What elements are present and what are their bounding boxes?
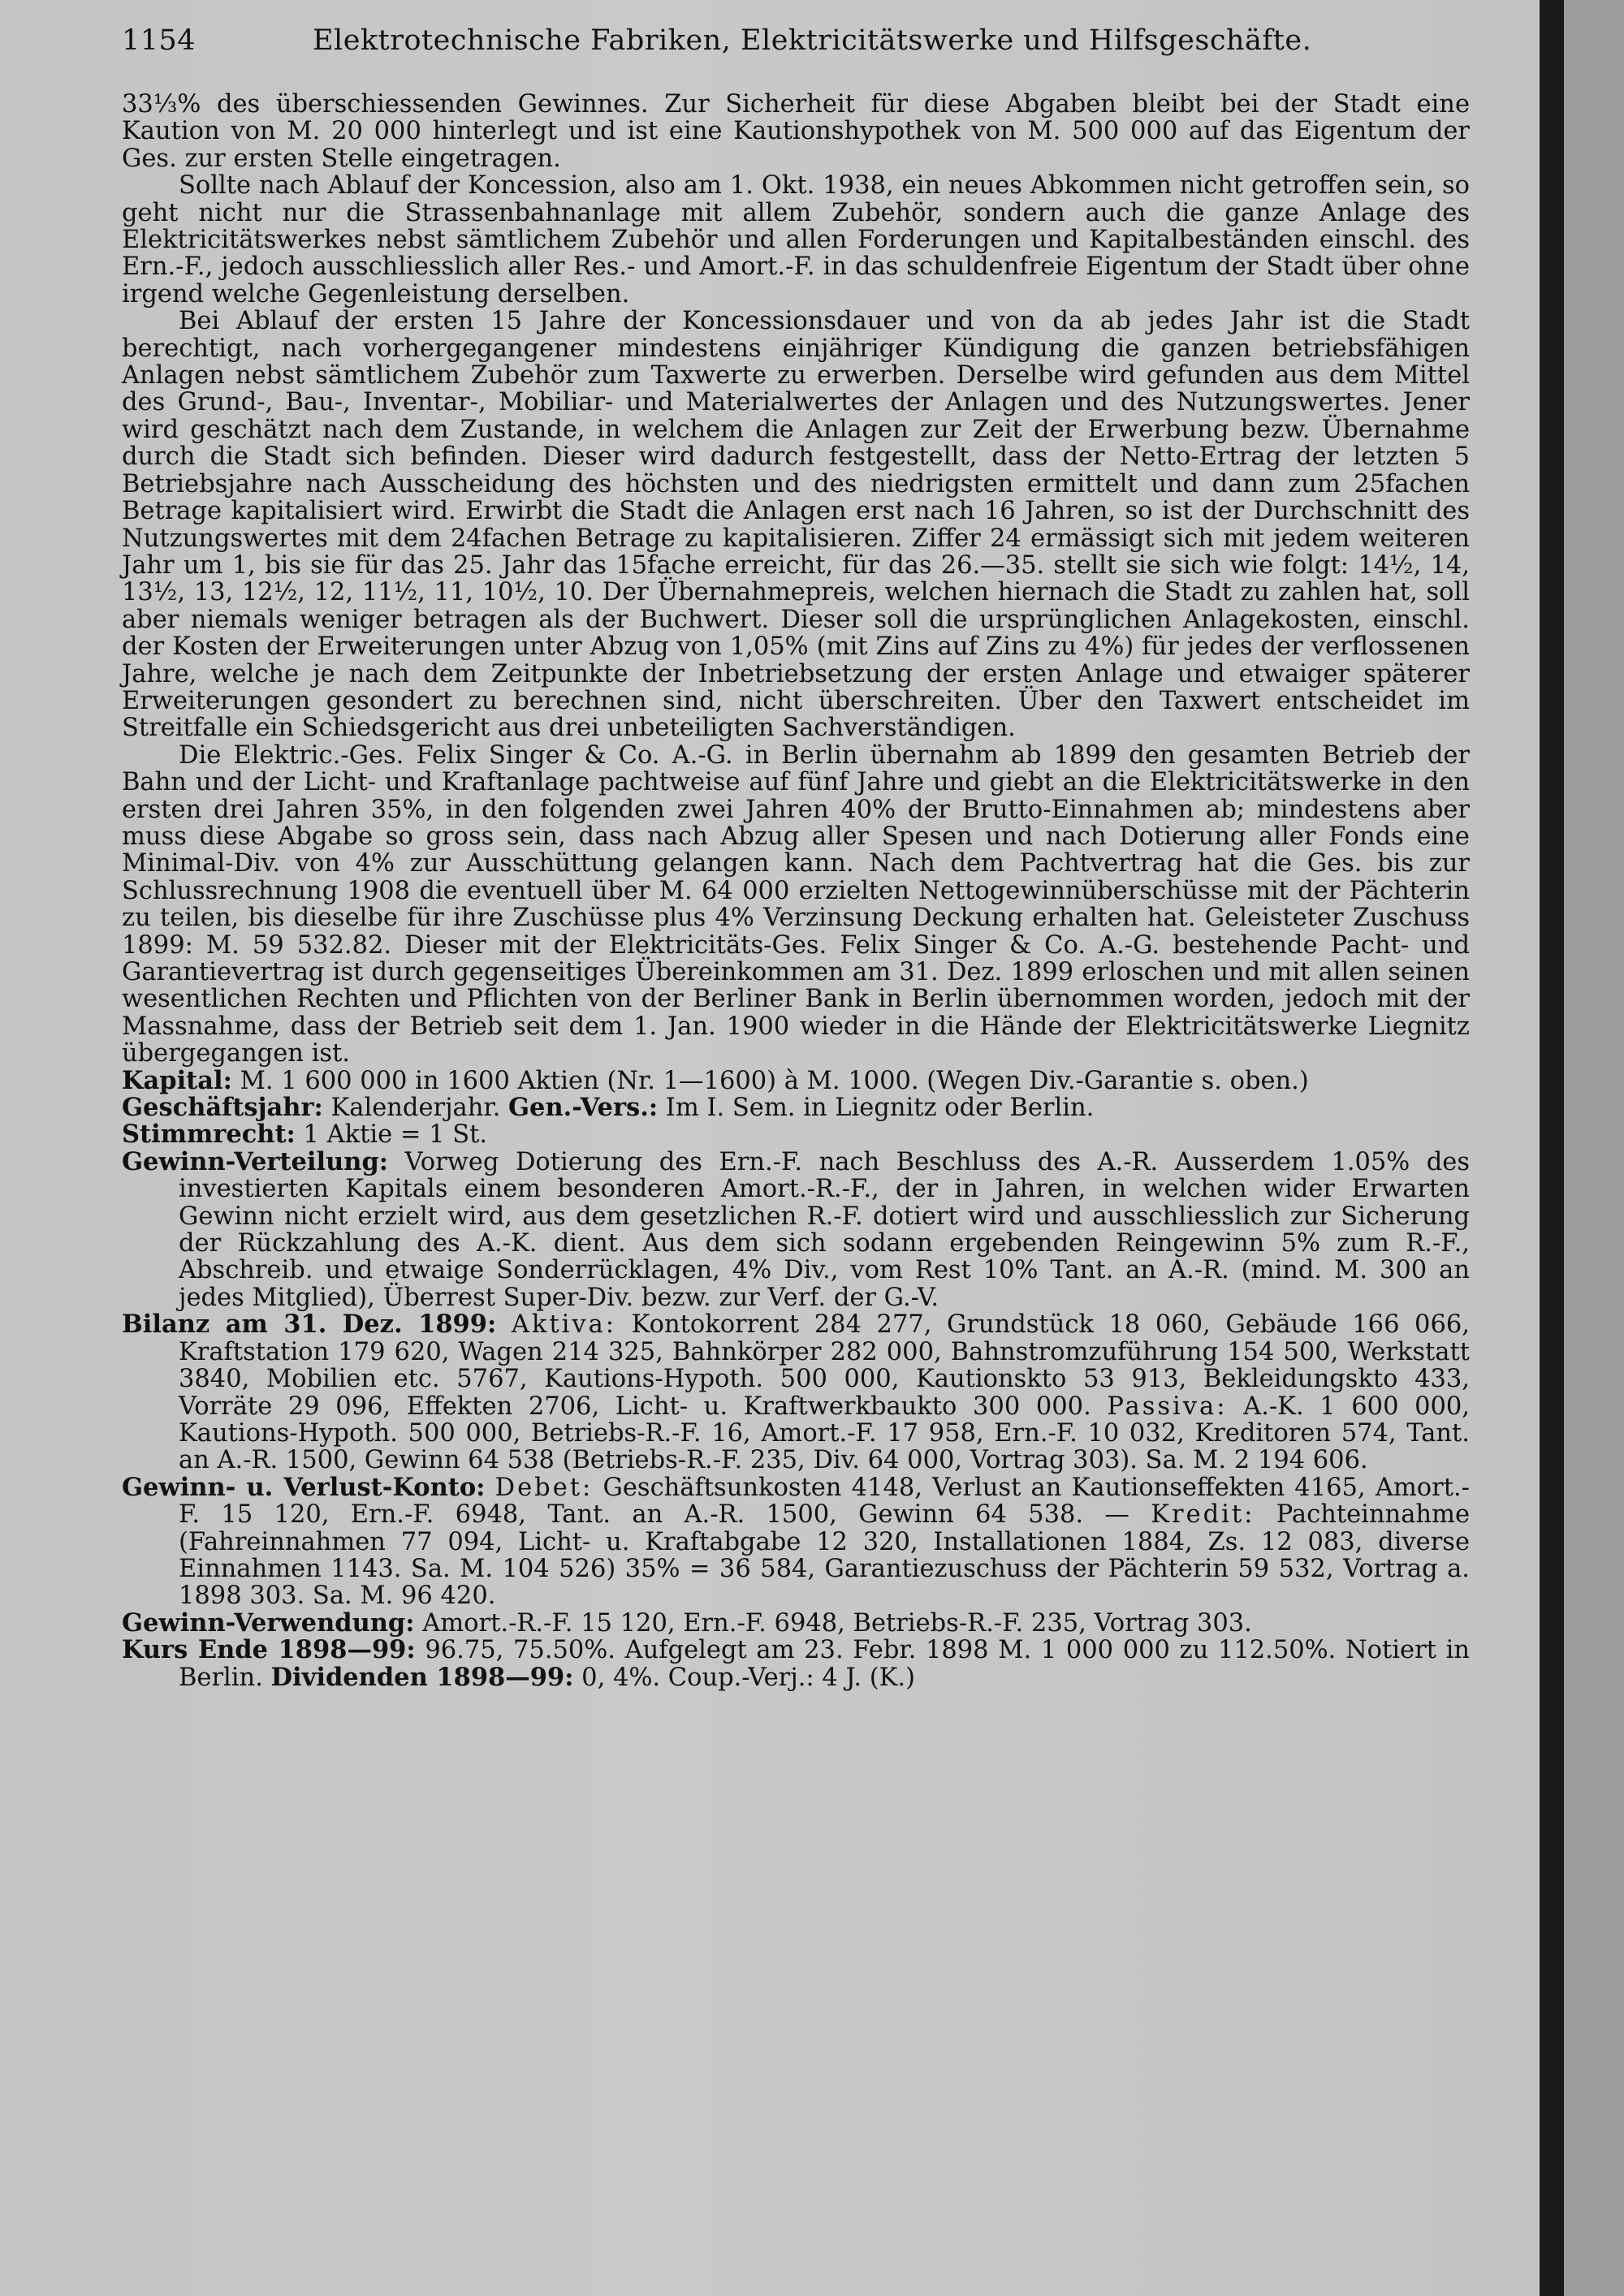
entry-label: Gewinn-Verwendung: [122,1608,415,1638]
running-title: Elektrotechnische Fabriken, Elektricitätswerke und Hilfsgeschäfte. [313,24,1312,57]
entry-label: Stimmrecht: [122,1120,296,1150]
entry-text: Vorweg Dotierung des Ern.-F. nach Beschluss des A.-R. Ausserdem 1.05% des investierten Kapitals einem besonderen Amort.-R.-F., der in Jahren, in welchen wider Erwarten Gewinn nicht erzielt wird, aus dem gesetzlichen R.-F. dotiert wird und ausschliesslich zur Sicherung der Rückzahlung des A.-K. dient. Aus dem sich sodann ergebenden Reingewinn 5% zum R.-F., Abschreib. und etwaige Sonderrücklagen, 4% Div., vom Rest 10% Tant. an A.-R. (mind. M. 300 an jedes Mitglied), Überrest Super-Div. bezw. zur Verf. der G.-V. [179,1147,1470,1312]
entry-gewinn-verteilung [122,1146,1470,1312]
page-edge-border [1540,0,1564,2296]
page-body [122,91,1470,1691]
entry-text: 96.75, 75.50%. Aufgelegt am 23. Febr. 1898 M. 1 000 000 zu 112.50%. Notiert in Berlin. [179,1636,1470,1692]
entry-stimmrecht [122,1121,1470,1148]
paragraph: Die Elektric.-Ges. Felix Singer & Co. A.-G. in Berlin übernahm ab 1899 den gesamten Betrieb der Bahn und der Licht- und Kraftanlage pachtweise auf fünf Jahre und giebt an die Elektricitätswerke in den ersten drei Jahren 35%, in den folgenden zwei Jahren 40% der Brutto-Einnahmen ab; mindestens aber muss diese Abgabe so gross sein, dass nach Abzug aller Spesen und nach Dotierung aller Fonds eine Minimal-Div. von 4% zur Ausschüttung gelangen kann. Nach dem Pachtvertrag hat die Ges. bis zur Schlussrechnung 1908 die eventuell über M. 64 000 erzielten Nettogewinnüberschüsse mit der Pächterin zu teilen, bis dieselbe für ihre Zuschüsse plus 4% Verzinsung Deckung erhalten hat. Geleisteter Zuschuss 1899: M. 59 532.82. Dieser mit der Elektricitäts-Ges. Felix Singer & Co. A.-G. bestehende Pacht- und Garantievertrag ist durch gegenseitiges Übereinkommen am 31. Dez. 1899 erloschen und mit allen seinen wesentlichen Rechten und Pflichten von der Berliner Bank in Berlin übernommen worden, jedoch mit der Massnahme, dass der Betrieb seit dem 1. Jan. 1900 wieder in die Hände der Elektricitätswerke Liegnitz übergegangen ist. [122,740,1470,1068]
paragraph: Sollte nach Ablauf der Koncession, also am 1. Okt. 1938, ein neues Abkommen nicht getroffen sein, so geht nicht nur die Strassenbahnanlage mit allem Zubehör, sondern auch die ganze Anlage des Elektricitätswerkes nebst sämtlichem Zubehör und allen Forderungen und Kapitalbeständen einschl. des Ern.-F., jedoch ausschliesslich aller Res.- und Amort.-F. in das schuldenfreie Eigentum der Stadt über ohne irgend welche Gegenleistung derselben. [122,171,1470,309]
entry-text: Kontokorrent 284 277, Grundstück 18 060, Gebäude 166 066, Kraftstation 179 620, Wagen 214 325, Bahnkörper 282 000, Bahnstromzuführung 154 500, Werkstatt 3840, Mobilien etc. 5767, Kautions-Hypoth. 500 000, Kautionskto 53 913, Bekleidungskto 433, Vorräte 29 096, Effekten 2706, Licht- u. Kraftwerkbaukto 300 000. [179,1310,1470,1421]
entry-text: Kalenderjahr. [330,1094,501,1123]
entry-kurs [122,1637,1470,1691]
entry-kapital [122,1065,1470,1095]
entry-label: Gewinn- u. Verlust-Konto: [122,1472,486,1502]
entry-text: 0, 4%. Coup.-Verj.: 4 J. (K.) [581,1663,915,1692]
scan-margin [1564,0,1624,2296]
aktiva-label: Aktiva: [511,1310,617,1340]
page-number: 1154 [122,24,197,57]
debet-label: Debet: [495,1473,594,1502]
entry-text: Geschäftsunkosten 4148, Verlust an Kautionseffekten 4165, Amort.-F. 15 120, Ern.-F. 6948, Tant. an A.-R. 1500, Gewinn 64 538. — [179,1473,1470,1530]
entry-text: A.-K. 1 600 000, Kautions-Hypoth. 500 000, Betriebs-R.-F. 16, Amort.-F. 17 958, Ern.-F. 10 032, Kreditoren 574, Tant. an A.-R. 1500, Gewinn 64 538 (Betriebs-R.-F. 235, Div. 64 000, Vortrag 303). Sa. M. 2 194 606. [179,1392,1470,1475]
entry-label: Gewinn-Verteilung: [122,1146,389,1176]
entry-text: M. 1 600 000 in 1600 Aktien (Nr. 1—1600) à M. 1000. (Wegen Div.-Garantie s. oben.) [240,1066,1309,1095]
entry-text: 1 Aktie = 1 St. [303,1120,488,1150]
kredit-label: Kredit: [1151,1500,1255,1530]
entry-geschaeftsjahr [122,1094,1470,1121]
paragraph: Bei Ablauf der ersten 15 Jahre der Koncessionsdauer und von da ab jedes Jahr ist die Stadt berechtigt, nach vorhergegangener mindestens einjähriger Kündigung die ganzen betriebsfähigen Anlagen nebst sämtlichem Zubehör zum Taxwerte zu erwerben. Derselbe wird gefunden aus dem Mittel des Grund-, Bau-, Inventar-, Mobiliar- und Materialwertes der Anlagen und des Nutzungswertes. Jener wird geschätzt nach dem Zustande, in welchem die Anlagen zur Zeit der Erwerbung bezw. Übernahme durch die Stadt sich befinden. Dieser wird dadurch festgestellt, dass der Netto-Ertrag der letzten 5 Betriebsjahre nach Ausscheidung des höchsten und des niedrigsten ermittelt und dann zum 25fachen Betrage kapitalisiert wird. Erwirbt die Stadt die Anlagen erst nach 16 Jahren, so ist der Durchschnitt des Nutzungswertes mit dem 24fachen Betrage zu kapitalisieren. Ziffer 24 ermässigt sich mit jedem weiteren Jahr um 1, bis sie für das 25. Jahr das 15fache erreicht, für das 26.—35. stellt sie sich wie folgt: 14½, 14, 13½, 13, 12½, 12, 11½, 11, 10½, 10. Der Übernahmepreis, welchen hiernach die Stadt zu zahlen hat, soll aber niemals weniger betragen als der Buchwert. Dieser soll die ursprünglichen Anlagekosten, einschl. der Kosten der Erweiterungen unter Abzug von 1,05% (mit Zins auf Zins zu 4%) für jedes der verflossenen Jahre, welche je nach dem Zeitpunkte der Inbetriebsetzung der ersten Anlage und etwaiger späterer Erweiterungen gesondert zu berechnen sind, nicht überschreiten. Über den Taxwert entscheidet im Streitfalle ein Schiedsgericht aus drei unbeteiligten Sachverständigen. [122,307,1470,743]
entry-text: Amort.-R.-F. 15 120, Ern.-F. 6948, Betriebs-R.-F. 235, Vortrag 303. [422,1608,1252,1638]
entry-text: Pachteinnahme (Fahreinnahmen 77 094, Licht- u. Kraftabgabe 12 320, Installationen 1884, Zs. 12 083, diverse Einnahmen 1143. Sa. M. 104 526) 35% = 36 584, Garantiezuschuss der Pächterin 59 532, Vortrag a. 1898 303. Sa. M. 96 420. [179,1500,1470,1611]
entry-gewinn-verwendung [122,1610,1470,1637]
entry-label: Kurs Ende 1898—99: [122,1635,416,1665]
entry-text: Im I. Sem. in Liegnitz oder Berlin. [665,1094,1095,1123]
entry-label: Dividenden 1898—99: [270,1662,574,1692]
page-header [122,24,1518,65]
entry-label: Bilanz am 31. Dez. 1899: [122,1310,497,1340]
entry-label: Geschäftsjahr: [122,1093,323,1123]
entry-bilanz [122,1311,1470,1474]
entry-label: Kapital: [122,1065,232,1095]
paragraph: 33⅓% des überschiessenden Gewinnes. Zur Sicherheit für diese Abgaben bleibt bei der Stadt eine Kaution von M. 20 000 hinterlegt und ist eine Kautionshypothek von M. 500 000 auf das Eigentum der Ges. zur ersten Stelle eingetragen. [122,90,1470,173]
passiva-label: Passiva: [1107,1392,1228,1421]
entry-gewinn-verlust [122,1474,1470,1610]
entry-label: Gen.-Vers.: [508,1093,659,1123]
